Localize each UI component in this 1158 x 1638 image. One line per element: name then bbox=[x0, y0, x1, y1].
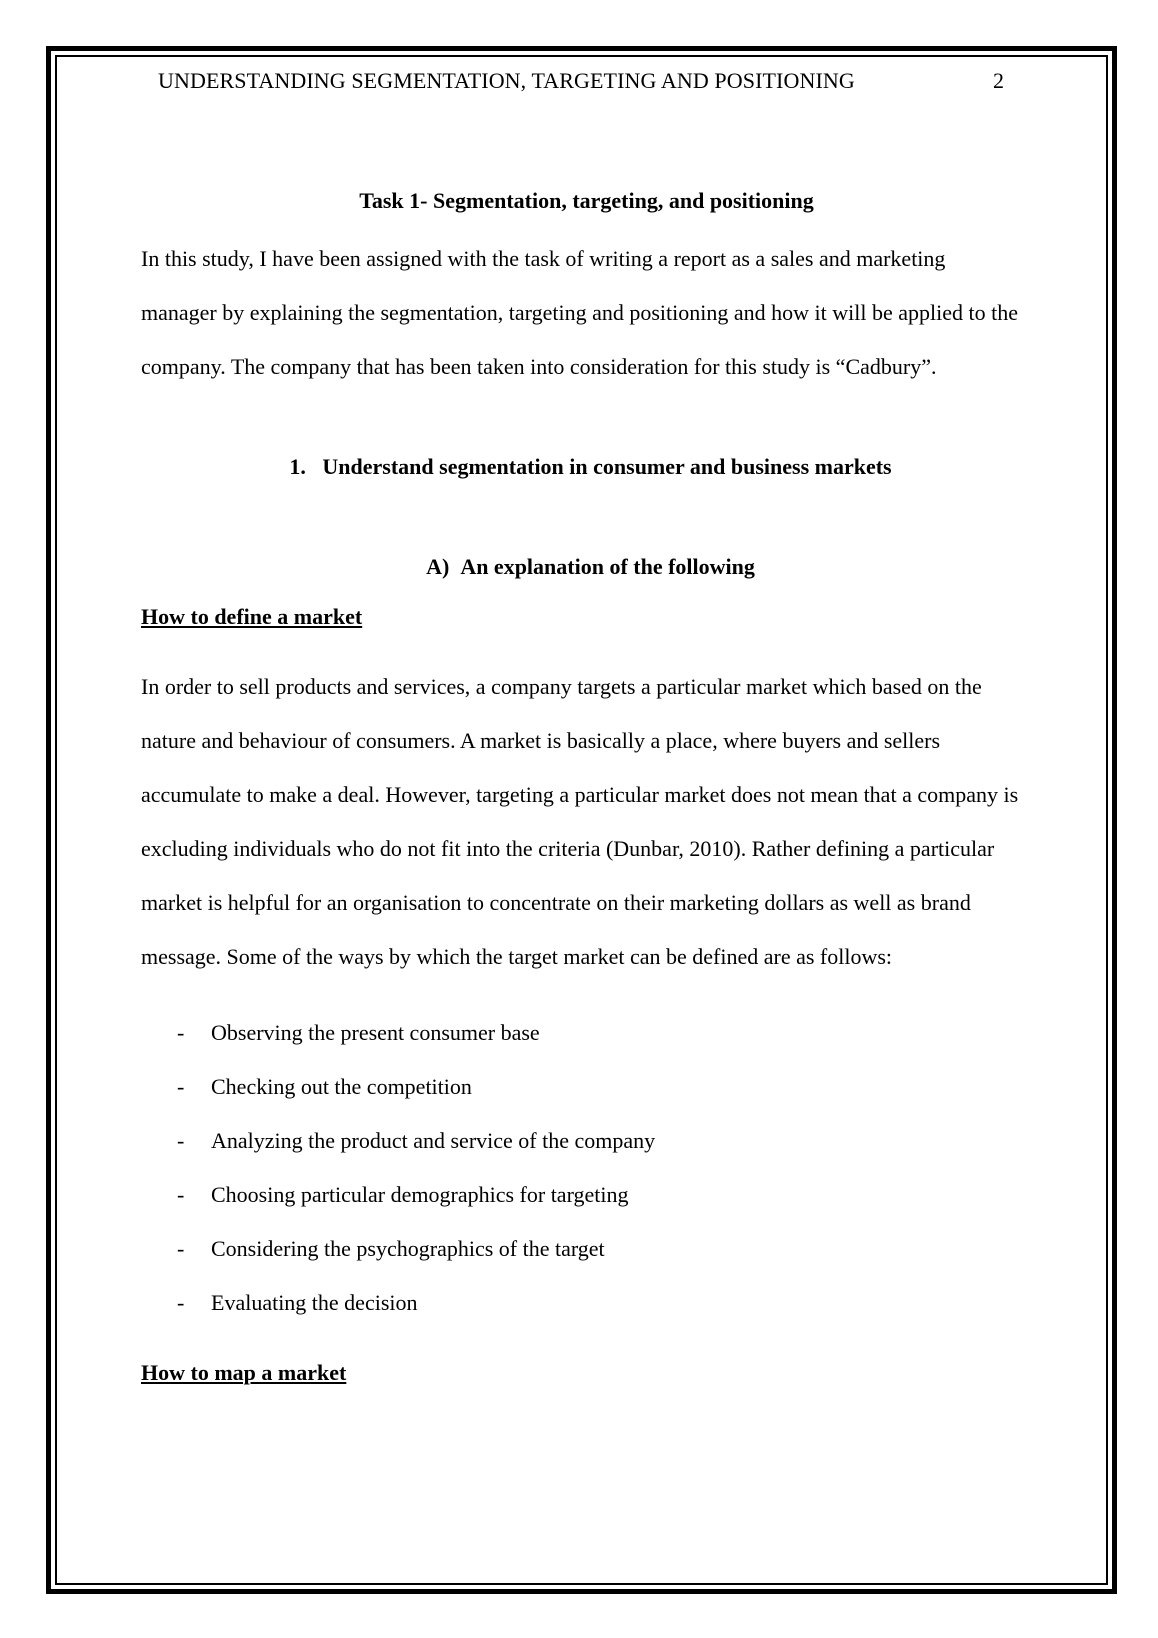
list-item-text: Choosing particular demographics for targeting bbox=[211, 1182, 629, 1207]
bullet-dash: - bbox=[177, 1074, 185, 1099]
list-item bbox=[141, 1276, 1026, 1330]
task-title: Task 1- Segmentation, targeting, and positioning bbox=[359, 188, 814, 213]
map-market-heading: How to map a market bbox=[141, 1360, 347, 1385]
bullet-dash: - bbox=[177, 1182, 185, 1207]
list-item bbox=[141, 1222, 1026, 1276]
define-market-paragraph: In order to sell products and services, a company targets a particular market which based on the nature and behaviour of consumers. A market is basically a place, where buyers and sellers accumulate to make a deal. However, targeting a particular market does not mean that a company is excluding individuals who do not fit into the criteria (Dunbar, 2010). Rather defining a particular market is helpful for an organisation to concentrate on their marketing dollars as well as brand message. Some of the ways by which the target market can be defined are as follows: bbox=[141, 674, 1019, 969]
list-item-text: Observing the present consumer base bbox=[211, 1020, 540, 1045]
list-item-text: Evaluating the decision bbox=[211, 1290, 418, 1315]
list-item-text: Analyzing the product and service of the company bbox=[211, 1128, 656, 1153]
section-a-heading bbox=[141, 544, 1026, 590]
section-1-number: 1. bbox=[289, 454, 306, 479]
running-header-title: UNDERSTANDING SEGMENTATION, TARGETING AND POSITIONING bbox=[158, 68, 855, 93]
list-item bbox=[141, 1006, 1026, 1060]
list-item-text: Considering the psychographics of the target bbox=[211, 1236, 605, 1261]
page-number: 2 bbox=[993, 68, 1004, 93]
bullet-dash: - bbox=[177, 1236, 185, 1261]
list-item bbox=[141, 1060, 1026, 1114]
document-body bbox=[141, 178, 1026, 1396]
bullet-dash: - bbox=[177, 1290, 185, 1315]
list-item bbox=[141, 1168, 1026, 1222]
section-a-label: A) bbox=[426, 554, 450, 579]
section-1-title: Understand segmentation in consumer and business markets bbox=[322, 454, 892, 479]
intro-paragraph: In this study, I have been assigned with the task of writing a report as a sales and marketing manager by explaining the segmentation, targeting and positioning and how it will be applied to the company. The company that has been taken into consideration for this study is “Cadbury”. bbox=[141, 246, 1018, 379]
define-market-heading: How to define a market bbox=[141, 604, 363, 629]
section-1-heading bbox=[141, 444, 1026, 490]
bullet-dash: - bbox=[177, 1128, 185, 1153]
section-a-title: An explanation of the following bbox=[460, 554, 755, 579]
define-market-bullet-list bbox=[141, 1006, 1026, 1330]
list-item bbox=[141, 1114, 1026, 1168]
bullet-dash: - bbox=[177, 1020, 185, 1045]
list-item-text: Checking out the competition bbox=[211, 1074, 472, 1099]
